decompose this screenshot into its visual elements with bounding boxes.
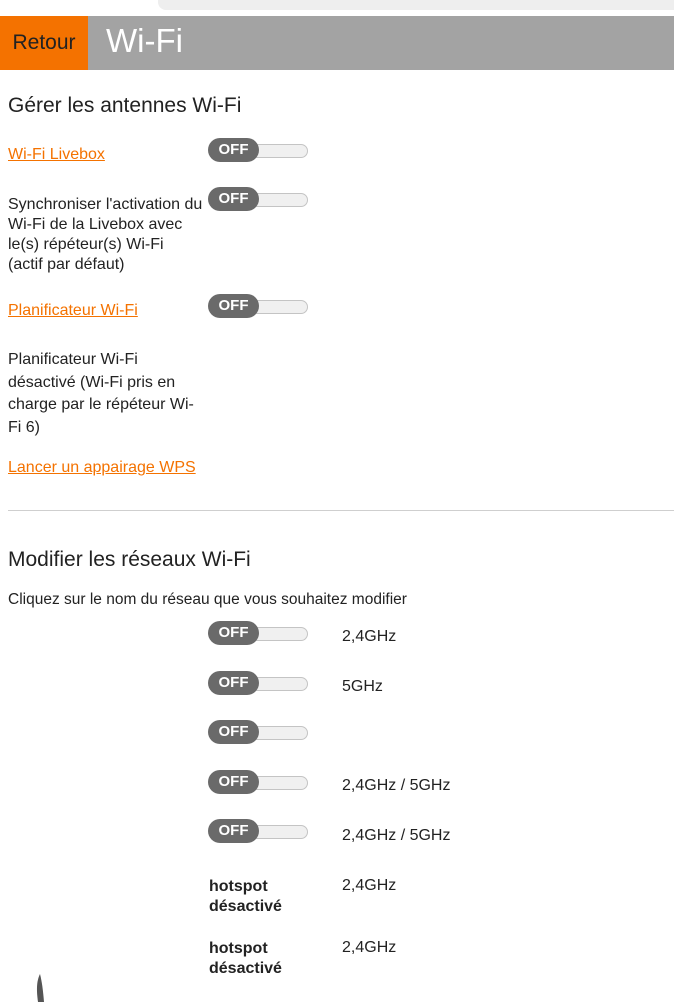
network-band-1: 2,4GHz xyxy=(342,628,397,645)
browser-tab-shape xyxy=(158,0,674,10)
wifi-livebox-toggle[interactable] xyxy=(208,138,308,162)
hotspot-band-2: 2,4GHz xyxy=(342,939,397,956)
page-title: Wi-Fi xyxy=(106,22,183,59)
toggle-knob: OFF xyxy=(208,819,259,843)
network-band-2: 5GHz xyxy=(342,678,383,695)
network-band-5: 2,4GHz / 5GHz xyxy=(342,827,451,844)
back-button[interactable]: Retour xyxy=(0,16,88,70)
network-band-4: 2,4GHz / 5GHz xyxy=(342,777,451,794)
hotspot-status-2: hotspot désactivé xyxy=(209,940,282,977)
hotspot-status-1: hotspot désactivé xyxy=(209,878,282,915)
toggle-knob: OFF xyxy=(208,671,259,695)
toggle-knob: OFF xyxy=(208,187,259,211)
scheduler-status-text: Planificateur Wi-Fi désactivé (Wi-Fi pris en charge par le répéteur Wi- Fi 6) xyxy=(8,351,194,436)
section-divider xyxy=(8,510,674,511)
network-toggle-1[interactable] xyxy=(208,621,308,645)
browser-top-strip xyxy=(0,0,674,16)
page-header xyxy=(0,16,674,70)
network-toggle-4[interactable] xyxy=(208,770,308,794)
toggle-knob: OFF xyxy=(208,720,259,744)
sync-description: Synchroniser l'activation du Wi-Fi de la Livebox avec le(s) répéteur(s) Wi-Fi (actif par défaut) xyxy=(8,196,203,273)
toggle-knob: OFF xyxy=(208,770,259,794)
wps-pairing-link[interactable]: Lancer un appairage WPS xyxy=(8,459,196,476)
toggle-knob: OFF xyxy=(208,621,259,645)
network-toggle-5[interactable] xyxy=(208,819,308,843)
wifi-livebox-link[interactable]: Wi-Fi Livebox xyxy=(8,146,105,163)
network-toggle-2[interactable] xyxy=(208,671,308,695)
toggle-knob: OFF xyxy=(208,294,259,318)
antennas-section-title: Gérer les antennes Wi-Fi xyxy=(8,94,242,117)
network-toggle-3[interactable] xyxy=(208,720,308,744)
networks-instruction: Cliquez sur le nom du réseau que vous souhaitez modifier xyxy=(8,591,407,608)
wifi-scheduler-link[interactable]: Planificateur Wi-Fi xyxy=(8,302,138,319)
sync-repeater-toggle[interactable] xyxy=(208,187,308,211)
wifi-scheduler-toggle[interactable] xyxy=(208,294,308,318)
networks-section-title: Modifier les réseaux Wi-Fi xyxy=(8,548,251,571)
hotspot-band-1: 2,4GHz xyxy=(342,877,397,894)
toggle-knob: OFF xyxy=(208,138,259,162)
